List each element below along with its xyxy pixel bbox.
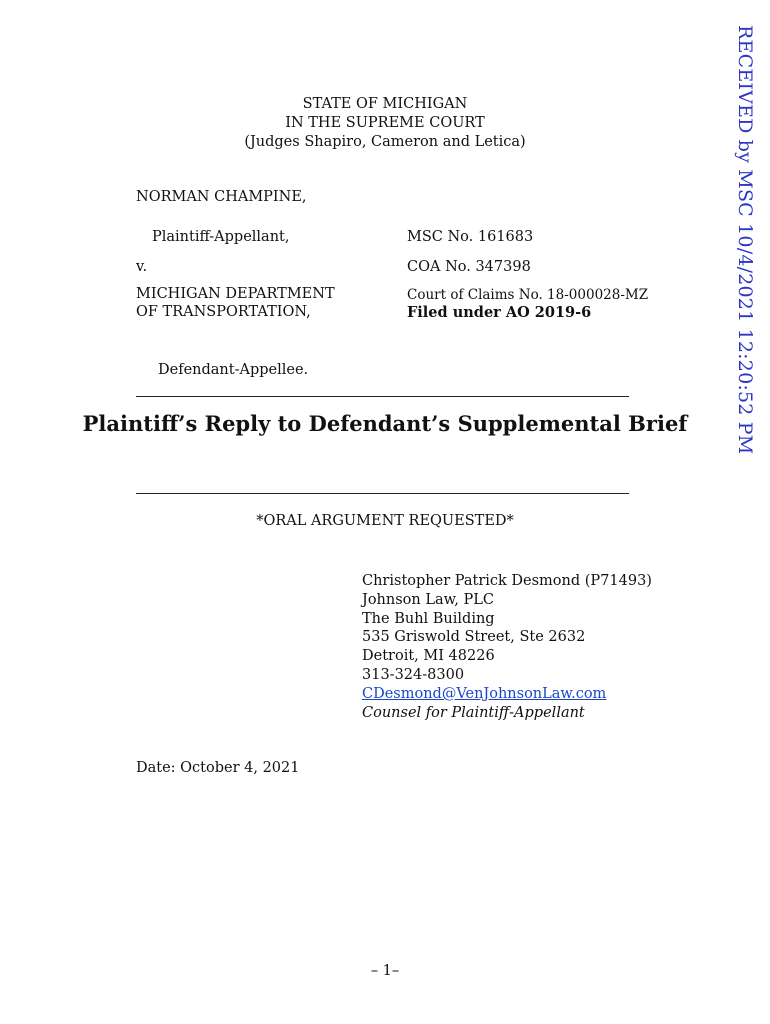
counsel-block (362, 572, 652, 722)
counsel-email-link[interactable]: CDesmond@VenJohnsonLaw.com (362, 685, 607, 702)
defendant-role: Defendant-Appellee. (158, 362, 309, 378)
counsel-phone: 313-324-8300 (362, 666, 465, 683)
court-name: IN THE SUPREME COURT (285, 115, 485, 131)
court-state: STATE OF MICHIGAN (302, 96, 468, 112)
court-judges: (Judges Shapiro, Cameron and Letica) (244, 134, 526, 150)
counsel-firm: Johnson Law, PLC (362, 591, 495, 608)
document-title: Plaintiff’s Reply to Defendant’s Supplemental Brief (82, 411, 688, 436)
received-stamp: RECEIVED by MSC 10/4/2021 12:20:52 PM (734, 25, 756, 455)
filed-under: Filed under AO 2019-6 (407, 304, 592, 321)
defendant-name-line1: MICHIGAN DEPARTMENT (136, 286, 335, 302)
page-number: – 1– (370, 963, 400, 979)
divider-top (136, 396, 629, 397)
counsel-building: The Buhl Building (362, 610, 495, 627)
counsel-street: 535 Griswold Street, Ste 2632 (362, 629, 586, 646)
coa-number: COA No. 347398 (407, 259, 531, 275)
defendant-name-line2: OF TRANSPORTATION, (136, 304, 311, 320)
counsel-role: Counsel for Plaintiff-Appellant (362, 704, 585, 721)
plaintiff-role: Plaintiff-Appellant, (152, 229, 290, 245)
oral-argument-request: *ORAL ARGUMENT REQUESTED* (256, 513, 514, 529)
plaintiff-name: NORMAN CHAMPINE, (136, 189, 307, 205)
msc-number: MSC No. 161683 (407, 229, 534, 245)
versus: v. (136, 259, 148, 275)
counsel-city: Detroit, MI 48226 (362, 648, 495, 665)
filing-date: Date: October 4, 2021 (136, 760, 300, 776)
court-of-claims-number: Court of Claims No. 18-000028-MZ (407, 287, 649, 303)
counsel-name: Christopher Patrick Desmond (P71493) (362, 573, 652, 589)
divider-bottom (136, 493, 629, 494)
